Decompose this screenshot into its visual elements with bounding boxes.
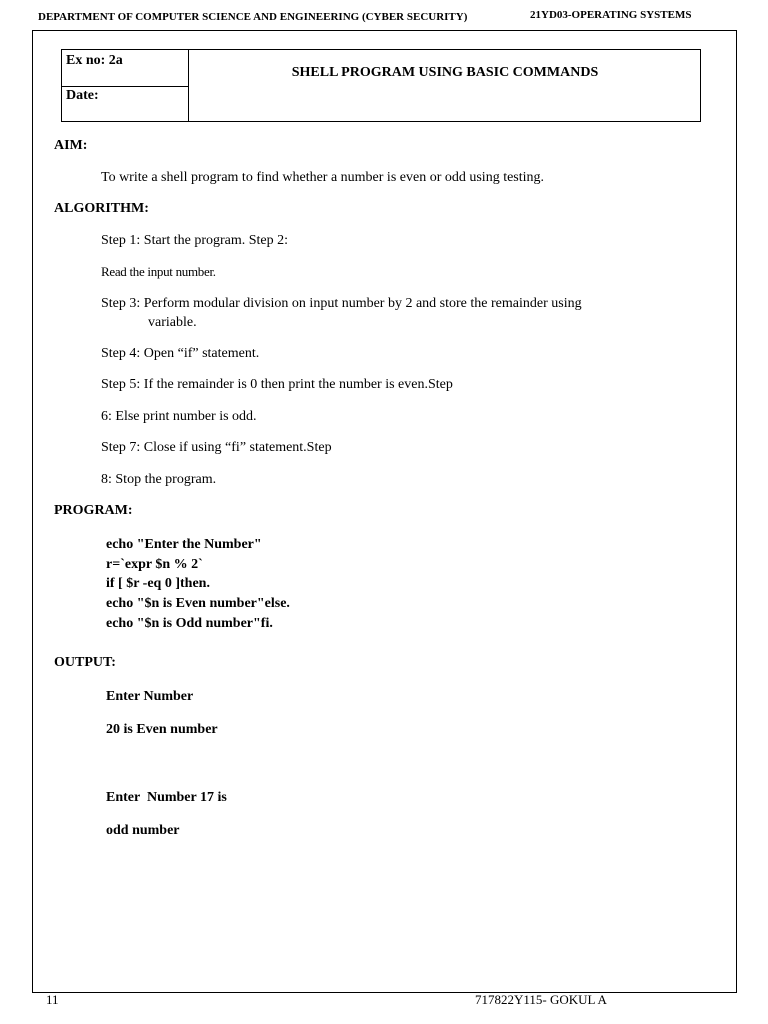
date-label: Date: [66,88,99,103]
output-line: Enter Number 17 is [106,790,227,805]
page-number: 11 [46,992,59,1007]
program-title: SHELL PROGRAM USING BASIC COMMANDS [291,65,599,80]
code-line: echo "$n is Odd number"fi. [106,615,273,631]
algorithm-step: Step 7: Close if using “fi” statement.Step [101,440,332,455]
algorithm-step-continued: variable. [148,315,197,330]
algorithm-step: 8: Stop the program. [101,472,217,487]
algorithm-step: Step 3: Perform modular division on input number by 2 and store the remainder using [101,296,582,311]
algorithm-step: 6: Else print number is odd. [101,409,257,424]
aim-text: To write a shell program to find whether a number is even or odd using testing. [101,170,545,185]
program-heading: PROGRAM: [54,503,133,518]
algorithm-heading: ALGORITHM: [54,201,149,216]
output-line: odd number [106,823,180,838]
algorithm-step: Step 5: If the remainder is 0 then print the number is even.Step [101,377,453,392]
program-code-block [106,535,290,634]
algorithm-step: Step 1: Start the program. Step 2: [101,233,289,248]
exercise-number: Ex no: 2a [66,53,123,68]
code-line: echo "$n is Even number"else. [106,596,290,612]
output-line: Enter Number [106,689,194,704]
output-heading: OUTPUT: [54,655,116,670]
course-header: 21YD03-OPERATING SYSTEMS [530,9,692,21]
code-line: r=`expr $n % 2` [106,556,203,572]
algorithm-step: Read the input number. [101,264,216,279]
aim-heading: AIM: [54,138,88,153]
table-divider-horizontal [62,86,188,87]
output-line: 20 is Even number [106,722,218,737]
department-header: DEPARTMENT OF COMPUTER SCIENCE AND ENGINEERING (CYBER SECURITY) [38,11,468,23]
title-table [61,49,701,122]
algorithm-step: Step 4: Open “if” statement. [101,346,260,361]
code-line: if [ $r -eq 0 ]then. [106,576,210,592]
student-id: 717822Y115- GOKUL A [475,992,607,1007]
code-line: echo "Enter the Number" [106,537,262,552]
